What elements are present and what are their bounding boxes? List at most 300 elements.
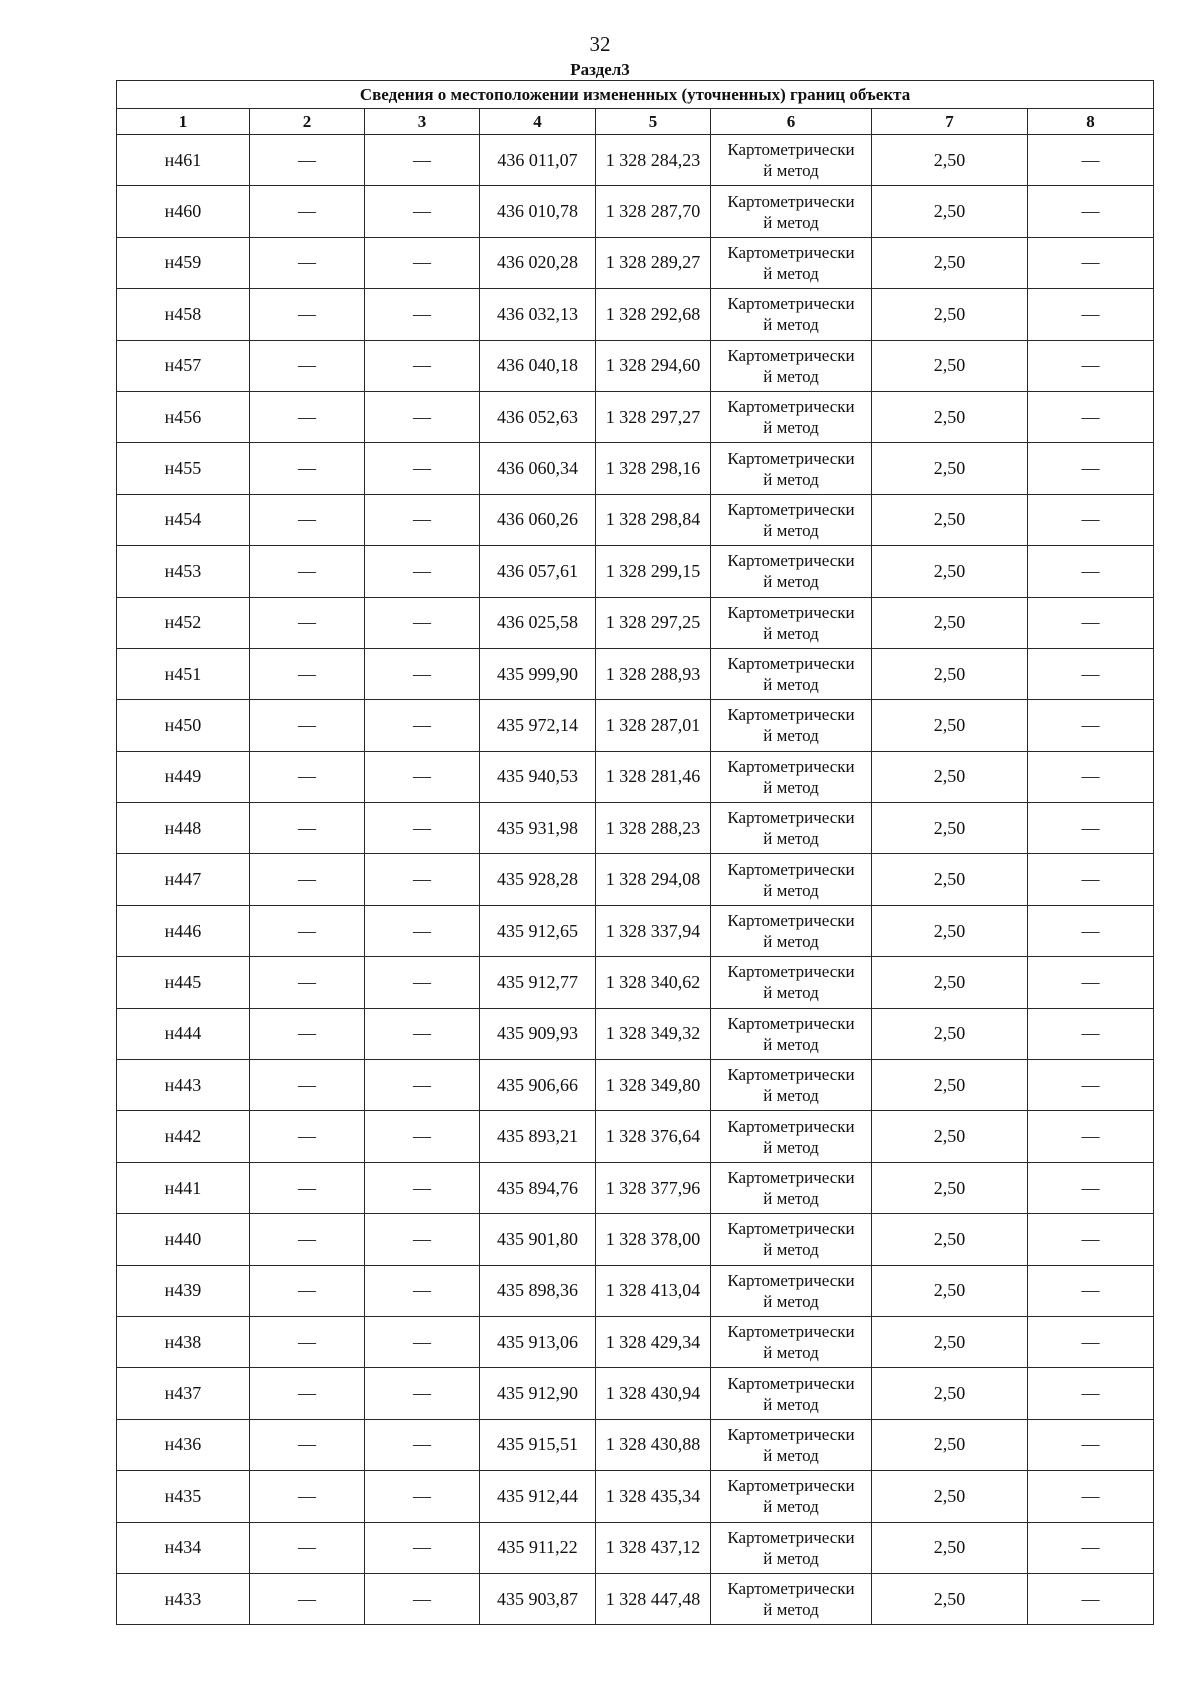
method-line-2: й метод (763, 1034, 819, 1054)
y-coordinate-cell: 1 328 287,01 (596, 700, 711, 751)
y-coordinate-cell: 1 328 447,48 (596, 1573, 711, 1624)
method-cell (711, 957, 872, 1008)
point-id-cell: н444 (117, 1008, 250, 1059)
method-line-1: Картометрически (727, 499, 855, 519)
page-number: 32 (589, 32, 611, 56)
point-id-cell: н445 (117, 957, 250, 1008)
point-id-cell: н443 (117, 1060, 250, 1111)
method-line-2: й метод (763, 520, 819, 540)
method-cell (711, 1368, 872, 1419)
y-coordinate-cell: 1 328 297,25 (596, 597, 711, 648)
x-coordinate-cell: 435 912,44 (480, 1471, 596, 1522)
y-coordinate-cell: 1 328 376,64 (596, 1111, 711, 1162)
method-line-1: Картометрически (727, 1579, 855, 1599)
y-coordinate-cell: 1 328 287,70 (596, 186, 711, 237)
x-coordinate-cell: 435 912,65 (480, 905, 596, 956)
method-cell (711, 1419, 872, 1470)
point-id-cell: н446 (117, 905, 250, 956)
table-title-row (117, 81, 1154, 109)
method-cell (711, 1265, 872, 1316)
empty-dash-cell: — (1028, 1162, 1154, 1213)
x-coordinate-cell: 435 893,21 (480, 1111, 596, 1162)
accuracy-cell: 2,50 (872, 1573, 1028, 1624)
table-row (117, 597, 1154, 648)
empty-dash-cell: — (1028, 391, 1154, 442)
point-id-cell: н458 (117, 289, 250, 340)
y-coordinate-cell: 1 328 297,27 (596, 391, 711, 442)
empty-dash-cell: — (250, 1471, 365, 1522)
empty-dash-cell: — (1028, 186, 1154, 237)
method-line-1: Картометрически (727, 1013, 855, 1033)
accuracy-cell: 2,50 (872, 1214, 1028, 1265)
empty-dash-cell: — (365, 1265, 480, 1316)
method-cell (711, 700, 872, 751)
empty-dash-cell: — (1028, 905, 1154, 956)
method-line-1: Картометрически (727, 1116, 855, 1136)
method-cell (711, 1060, 872, 1111)
accuracy-cell: 2,50 (872, 957, 1028, 1008)
point-id-cell: н435 (117, 1471, 250, 1522)
method-cell (711, 135, 872, 186)
empty-dash-cell: — (1028, 1060, 1154, 1111)
empty-dash-cell: — (250, 289, 365, 340)
method-line-2: й метод (763, 1394, 819, 1414)
point-id-cell: н439 (117, 1265, 250, 1316)
accuracy-cell: 2,50 (872, 905, 1028, 956)
point-id-cell: н438 (117, 1316, 250, 1367)
x-coordinate-cell: 435 913,06 (480, 1316, 596, 1367)
x-coordinate-cell: 436 052,63 (480, 391, 596, 442)
method-line-1: Картометрически (727, 397, 855, 417)
method-line-1: Картометрически (727, 859, 855, 879)
empty-dash-cell: — (1028, 1214, 1154, 1265)
method-line-1: Картометрически (727, 191, 855, 211)
method-line-1: Картометрически (727, 1424, 855, 1444)
column-number: 1 (117, 109, 250, 135)
accuracy-cell: 2,50 (872, 1111, 1028, 1162)
table-row (117, 135, 1154, 186)
method-line-2: й метод (763, 1086, 819, 1106)
column-number: 2 (250, 109, 365, 135)
y-coordinate-cell: 1 328 337,94 (596, 905, 711, 956)
empty-dash-cell: — (365, 905, 480, 956)
x-coordinate-cell: 435 931,98 (480, 803, 596, 854)
method-cell (711, 751, 872, 802)
method-line-2: й метод (763, 726, 819, 746)
point-id-cell: н453 (117, 546, 250, 597)
point-id-cell: н437 (117, 1368, 250, 1419)
x-coordinate-cell: 436 040,18 (480, 340, 596, 391)
method-line-1: Картометрически (727, 1322, 855, 1342)
empty-dash-cell: — (365, 751, 480, 802)
empty-dash-cell: — (1028, 135, 1154, 186)
point-id-cell: н456 (117, 391, 250, 442)
empty-dash-cell: — (1028, 1316, 1154, 1367)
x-coordinate-cell: 435 894,76 (480, 1162, 596, 1213)
empty-dash-cell: — (1028, 546, 1154, 597)
table-row (117, 1265, 1154, 1316)
method-line-1: Картометрически (727, 962, 855, 982)
y-coordinate-cell: 1 328 430,94 (596, 1368, 711, 1419)
table-row (117, 1060, 1154, 1111)
accuracy-cell: 2,50 (872, 237, 1028, 288)
method-cell (711, 1316, 872, 1367)
empty-dash-cell: — (1028, 1368, 1154, 1419)
method-line-2: й метод (763, 572, 819, 592)
y-coordinate-cell: 1 328 349,80 (596, 1060, 711, 1111)
y-coordinate-cell: 1 328 288,23 (596, 803, 711, 854)
point-id-cell: н459 (117, 237, 250, 288)
empty-dash-cell: — (365, 135, 480, 186)
method-line-1: Картометрически (727, 808, 855, 828)
method-line-1: Картометрически (727, 294, 855, 314)
column-numbers-row (117, 109, 1154, 135)
y-coordinate-cell: 1 328 430,88 (596, 1419, 711, 1470)
method-line-1: Картометрически (727, 705, 855, 725)
empty-dash-cell: — (250, 443, 365, 494)
method-line-2: й метод (763, 1137, 819, 1157)
method-line-2: й метод (763, 829, 819, 849)
table-row (117, 237, 1154, 288)
empty-dash-cell: — (365, 803, 480, 854)
method-cell (711, 854, 872, 905)
table-row (117, 905, 1154, 956)
empty-dash-cell: — (365, 289, 480, 340)
point-id-cell: н448 (117, 803, 250, 854)
empty-dash-cell: — (365, 237, 480, 288)
accuracy-cell: 2,50 (872, 1419, 1028, 1470)
method-cell (711, 1111, 872, 1162)
method-cell (711, 1162, 872, 1213)
method-cell (711, 648, 872, 699)
x-coordinate-cell: 435 912,77 (480, 957, 596, 1008)
empty-dash-cell: — (1028, 957, 1154, 1008)
empty-dash-cell: — (250, 186, 365, 237)
table-row (117, 1419, 1154, 1470)
column-number: 8 (1028, 109, 1154, 135)
method-line-1: Картометрически (727, 1476, 855, 1496)
empty-dash-cell: — (1028, 494, 1154, 545)
empty-dash-cell: — (250, 1419, 365, 1470)
accuracy-cell: 2,50 (872, 186, 1028, 237)
method-line-1: Картометрически (727, 242, 855, 262)
empty-dash-cell: — (365, 546, 480, 597)
accuracy-cell: 2,50 (872, 443, 1028, 494)
empty-dash-cell: — (1028, 1522, 1154, 1573)
x-coordinate-cell: 435 915,51 (480, 1419, 596, 1470)
y-coordinate-cell: 1 328 288,93 (596, 648, 711, 699)
table-row (117, 700, 1154, 751)
y-coordinate-cell: 1 328 298,84 (596, 494, 711, 545)
y-coordinate-cell: 1 328 340,62 (596, 957, 711, 1008)
table-row (117, 1008, 1154, 1059)
column-number: 3 (365, 109, 480, 135)
y-coordinate-cell: 1 328 292,68 (596, 289, 711, 340)
column-number: 6 (711, 109, 872, 135)
column-number: 5 (596, 109, 711, 135)
table-row (117, 957, 1154, 1008)
method-line-2: й метод (763, 366, 819, 386)
table-row (117, 289, 1154, 340)
accuracy-cell: 2,50 (872, 700, 1028, 751)
empty-dash-cell: — (1028, 1419, 1154, 1470)
method-line-1: Картометрически (727, 1219, 855, 1239)
accuracy-cell: 2,50 (872, 1008, 1028, 1059)
method-cell (711, 289, 872, 340)
method-line-2: й метод (763, 1497, 819, 1517)
empty-dash-cell: — (250, 957, 365, 1008)
empty-dash-cell: — (365, 443, 480, 494)
method-line-1: Картометрически (727, 448, 855, 468)
x-coordinate-cell: 435 906,66 (480, 1060, 596, 1111)
accuracy-cell: 2,50 (872, 391, 1028, 442)
empty-dash-cell: — (365, 597, 480, 648)
point-id-cell: н436 (117, 1419, 250, 1470)
x-coordinate-cell: 436 011,07 (480, 135, 596, 186)
empty-dash-cell: — (365, 1162, 480, 1213)
empty-dash-cell: — (250, 340, 365, 391)
y-coordinate-cell: 1 328 377,96 (596, 1162, 711, 1213)
x-coordinate-cell: 436 010,78 (480, 186, 596, 237)
accuracy-cell: 2,50 (872, 289, 1028, 340)
empty-dash-cell: — (365, 648, 480, 699)
method-line-2: й метод (763, 983, 819, 1003)
empty-dash-cell: — (250, 1008, 365, 1059)
method-cell (711, 803, 872, 854)
table-row (117, 648, 1154, 699)
method-line-2: й метод (763, 263, 819, 283)
method-cell (711, 443, 872, 494)
method-line-1: Картометрически (727, 1270, 855, 1290)
method-cell (711, 186, 872, 237)
empty-dash-cell: — (365, 1316, 480, 1367)
empty-dash-cell: — (1028, 1573, 1154, 1624)
empty-dash-cell: — (365, 1111, 480, 1162)
empty-dash-cell: — (1028, 854, 1154, 905)
point-id-cell: н441 (117, 1162, 250, 1213)
empty-dash-cell: — (1028, 751, 1154, 802)
accuracy-cell: 2,50 (872, 1368, 1028, 1419)
accuracy-cell: 2,50 (872, 1316, 1028, 1367)
empty-dash-cell: — (250, 751, 365, 802)
method-line-1: Картометрически (727, 140, 855, 160)
accuracy-cell: 2,50 (872, 135, 1028, 186)
empty-dash-cell: — (365, 494, 480, 545)
point-id-cell: н452 (117, 597, 250, 648)
empty-dash-cell: — (250, 494, 365, 545)
method-cell (711, 546, 872, 597)
method-cell (711, 1008, 872, 1059)
y-coordinate-cell: 1 328 284,23 (596, 135, 711, 186)
accuracy-cell: 2,50 (872, 597, 1028, 648)
point-id-cell: н461 (117, 135, 250, 186)
method-line-2: й метод (763, 623, 819, 643)
y-coordinate-cell: 1 328 294,08 (596, 854, 711, 905)
table-row (117, 186, 1154, 237)
x-coordinate-cell: 435 940,53 (480, 751, 596, 802)
method-line-1: Картометрически (727, 654, 855, 674)
method-cell (711, 391, 872, 442)
method-line-1: Картометрически (727, 756, 855, 776)
empty-dash-cell: — (1028, 237, 1154, 288)
x-coordinate-cell: 436 020,28 (480, 237, 596, 288)
empty-dash-cell: — (1028, 1111, 1154, 1162)
method-line-2: й метод (763, 1240, 819, 1260)
table-row (117, 494, 1154, 545)
method-cell (711, 237, 872, 288)
table-body (117, 135, 1154, 1625)
method-line-2: й метод (763, 212, 819, 232)
column-number: 7 (872, 109, 1028, 135)
point-id-cell: н442 (117, 1111, 250, 1162)
x-coordinate-cell: 435 898,36 (480, 1265, 596, 1316)
empty-dash-cell: — (250, 1573, 365, 1624)
accuracy-cell: 2,50 (872, 803, 1028, 854)
table-row (117, 1162, 1154, 1213)
x-coordinate-cell: 435 903,87 (480, 1573, 596, 1624)
accuracy-cell: 2,50 (872, 1162, 1028, 1213)
empty-dash-cell: — (365, 1368, 480, 1419)
empty-dash-cell: — (365, 957, 480, 1008)
method-line-2: й метод (763, 315, 819, 335)
empty-dash-cell: — (250, 1368, 365, 1419)
table-row (117, 443, 1154, 494)
point-id-cell: н449 (117, 751, 250, 802)
point-id-cell: н447 (117, 854, 250, 905)
accuracy-cell: 2,50 (872, 1522, 1028, 1573)
empty-dash-cell: — (1028, 597, 1154, 648)
table-title: Сведения о местоположении измененных (уточненных) границ объекта (117, 81, 1154, 109)
empty-dash-cell: — (1028, 803, 1154, 854)
table-row (117, 1573, 1154, 1624)
method-cell (711, 905, 872, 956)
x-coordinate-cell: 436 057,61 (480, 546, 596, 597)
coordinates-table (116, 80, 1154, 1625)
empty-dash-cell: — (250, 803, 365, 854)
empty-dash-cell: — (1028, 340, 1154, 391)
accuracy-cell: 2,50 (872, 494, 1028, 545)
x-coordinate-cell: 435 928,28 (480, 854, 596, 905)
x-coordinate-cell: 436 060,34 (480, 443, 596, 494)
y-coordinate-cell: 1 328 299,15 (596, 546, 711, 597)
method-line-1: Картометрически (727, 911, 855, 931)
point-id-cell: н434 (117, 1522, 250, 1573)
table-row (117, 803, 1154, 854)
table-row (117, 854, 1154, 905)
x-coordinate-cell: 436 025,58 (480, 597, 596, 648)
point-id-cell: н450 (117, 700, 250, 751)
method-line-2: й метод (763, 1445, 819, 1465)
y-coordinate-cell: 1 328 413,04 (596, 1265, 711, 1316)
empty-dash-cell: — (365, 1214, 480, 1265)
y-coordinate-cell: 1 328 281,46 (596, 751, 711, 802)
method-line-2: й метод (763, 1343, 819, 1363)
method-line-1: Картометрически (727, 1373, 855, 1393)
table-row (117, 546, 1154, 597)
accuracy-cell: 2,50 (872, 1471, 1028, 1522)
empty-dash-cell: — (365, 1522, 480, 1573)
empty-dash-cell: — (250, 237, 365, 288)
empty-dash-cell: — (365, 1471, 480, 1522)
empty-dash-cell: — (250, 546, 365, 597)
empty-dash-cell: — (365, 186, 480, 237)
method-cell (711, 1214, 872, 1265)
x-coordinate-cell: 435 972,14 (480, 700, 596, 751)
method-line-1: Картометрически (727, 1527, 855, 1547)
accuracy-cell: 2,50 (872, 340, 1028, 391)
point-id-cell: н455 (117, 443, 250, 494)
table-row (117, 340, 1154, 391)
point-id-cell: н457 (117, 340, 250, 391)
accuracy-cell: 2,50 (872, 546, 1028, 597)
empty-dash-cell: — (365, 1060, 480, 1111)
method-line-2: й метод (763, 675, 819, 695)
table-row (117, 1316, 1154, 1367)
accuracy-cell: 2,50 (872, 648, 1028, 699)
method-line-2: й метод (763, 418, 819, 438)
x-coordinate-cell: 436 060,26 (480, 494, 596, 545)
accuracy-cell: 2,50 (872, 751, 1028, 802)
y-coordinate-cell: 1 328 378,00 (596, 1214, 711, 1265)
method-line-2: й метод (763, 1189, 819, 1208)
method-cell (711, 597, 872, 648)
method-cell (711, 340, 872, 391)
accuracy-cell: 2,50 (872, 1060, 1028, 1111)
y-coordinate-cell: 1 328 429,34 (596, 1316, 711, 1367)
method-line-2: й метод (763, 1548, 819, 1568)
empty-dash-cell: — (1028, 1265, 1154, 1316)
point-id-cell: н433 (117, 1573, 250, 1624)
empty-dash-cell: — (250, 1522, 365, 1573)
method-line-2: й метод (763, 932, 819, 952)
empty-dash-cell: — (250, 905, 365, 956)
empty-dash-cell: — (1028, 1008, 1154, 1059)
method-line-1: Картометрически (727, 345, 855, 365)
empty-dash-cell: — (365, 340, 480, 391)
empty-dash-cell: — (250, 1162, 365, 1213)
point-id-cell: н454 (117, 494, 250, 545)
accuracy-cell: 2,50 (872, 1265, 1028, 1316)
table-row (117, 1111, 1154, 1162)
empty-dash-cell: — (250, 135, 365, 186)
table-row (117, 751, 1154, 802)
empty-dash-cell: — (365, 700, 480, 751)
empty-dash-cell: — (1028, 443, 1154, 494)
empty-dash-cell: — (1028, 700, 1154, 751)
empty-dash-cell: — (1028, 289, 1154, 340)
empty-dash-cell: — (250, 854, 365, 905)
method-cell (711, 494, 872, 545)
method-line-2: й метод (763, 469, 819, 489)
table-row (117, 1214, 1154, 1265)
method-line-1: Картометрически (727, 602, 855, 622)
x-coordinate-cell: 435 912,90 (480, 1368, 596, 1419)
column-number: 4 (480, 109, 596, 135)
empty-dash-cell: — (250, 648, 365, 699)
y-coordinate-cell: 1 328 289,27 (596, 237, 711, 288)
x-coordinate-cell: 435 901,80 (480, 1214, 596, 1265)
method-line-1: Картометрически (727, 1168, 855, 1187)
accuracy-cell: 2,50 (872, 854, 1028, 905)
empty-dash-cell: — (250, 391, 365, 442)
empty-dash-cell: — (1028, 648, 1154, 699)
empty-dash-cell: — (250, 700, 365, 751)
point-id-cell: н440 (117, 1214, 250, 1265)
y-coordinate-cell: 1 328 349,32 (596, 1008, 711, 1059)
empty-dash-cell: — (250, 1265, 365, 1316)
empty-dash-cell: — (250, 597, 365, 648)
method-line-1: Картометрически (727, 551, 855, 571)
